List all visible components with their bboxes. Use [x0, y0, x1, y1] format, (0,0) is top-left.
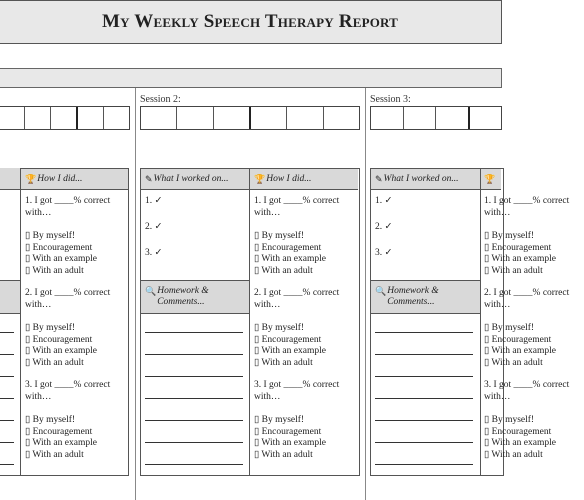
- header-label: What I worked on...: [153, 174, 229, 184]
- option-example[interactable]: ▯ With an example: [254, 346, 326, 356]
- result-3: [254, 380, 354, 403]
- option-encouragement[interactable]: ▯ Encouragement: [25, 242, 93, 253]
- box-cell[interactable]: [177, 107, 213, 129]
- result-with: with…: [254, 299, 281, 310]
- options-3[interactable]: [484, 415, 584, 461]
- box-cell[interactable]: [0, 107, 25, 129]
- comment-line[interactable]: [375, 442, 473, 443]
- result-line: 2. I got ____% correct: [484, 288, 570, 298]
- box-cell[interactable]: [470, 107, 502, 129]
- option-by-myself[interactable]: ▯ By myself!: [484, 231, 535, 241]
- options-1[interactable]: [484, 231, 584, 277]
- result-with: with…: [254, 207, 281, 218]
- header-label: How I did...: [266, 174, 312, 184]
- session-3-results-clip: [484, 196, 570, 474]
- result-with: with…: [25, 299, 52, 310]
- comment-line[interactable]: [0, 354, 14, 355]
- option-by-myself[interactable]: ▯ By myself!: [25, 415, 76, 425]
- option-adult[interactable]: ▯ With an adult: [484, 357, 543, 368]
- homework-header: [371, 280, 480, 314]
- comment-line[interactable]: [375, 376, 473, 377]
- box-cell[interactable]: [251, 107, 287, 129]
- options-3[interactable]: [254, 415, 326, 461]
- title-bar: [0, 0, 502, 44]
- goal-1: 1. ✓: [375, 196, 393, 206]
- option-by-myself[interactable]: ▯ By myself!: [484, 323, 535, 333]
- result-line: 3. I got ____% correct: [254, 380, 340, 390]
- comment-line[interactable]: [0, 376, 14, 377]
- option-adult[interactable]: ▯ With an adult: [25, 357, 84, 368]
- session-3-label: Session 3:: [370, 94, 411, 105]
- comment-line[interactable]: [375, 464, 473, 465]
- worked-on-header: [141, 169, 249, 190]
- session-3-boxes[interactable]: [370, 106, 502, 130]
- options-2[interactable]: [254, 323, 326, 369]
- result-1: [25, 196, 125, 219]
- trophy-icon: 🏆: [484, 174, 496, 184]
- box-cell[interactable]: [141, 107, 177, 129]
- goal-2: 2. ✓: [145, 222, 163, 232]
- result-with: with…: [25, 207, 52, 218]
- box-cell[interactable]: [324, 107, 359, 129]
- comment-line[interactable]: [145, 398, 243, 399]
- option-example[interactable]: ▯ With an example: [254, 254, 326, 264]
- comment-line[interactable]: [0, 332, 14, 333]
- option-by-myself[interactable]: ▯ By myself!: [25, 323, 76, 333]
- option-example[interactable]: ▯ With an example: [25, 346, 97, 356]
- goal-3: 3. ✓: [145, 248, 163, 258]
- option-example[interactable]: ▯ With an example: [254, 438, 326, 448]
- comment-line[interactable]: [375, 420, 473, 421]
- magnifier-icon: 🔍: [375, 286, 387, 296]
- option-encouragement[interactable]: ▯ Encouragement: [484, 426, 552, 437]
- homework-header: [0, 280, 20, 314]
- option-by-myself[interactable]: ▯ By myself!: [254, 323, 305, 333]
- comment-line[interactable]: [145, 332, 243, 333]
- option-example[interactable]: ▯ With an example: [484, 438, 556, 448]
- result-line: 1. I got ____% correct: [25, 196, 111, 206]
- option-encouragement[interactable]: ▯ Encouragement: [484, 242, 552, 253]
- option-example[interactable]: ▯ With an example: [484, 346, 556, 356]
- pencil-icon: ✎: [375, 173, 383, 184]
- options-1[interactable]: [25, 231, 97, 277]
- option-encouragement[interactable]: ▯ Encouragement: [254, 426, 322, 437]
- result-line: 1. I got ____% correct: [484, 196, 570, 206]
- result-with: with…: [484, 299, 511, 310]
- options-2[interactable]: [484, 323, 584, 369]
- homework-header: [141, 280, 249, 314]
- session-1-boxes[interactable]: [0, 106, 130, 130]
- result-2: [25, 288, 125, 311]
- header-label: How I did...: [37, 174, 83, 184]
- comment-line[interactable]: [375, 398, 473, 399]
- comment-line[interactable]: [145, 354, 243, 355]
- header-label: Homework & Comments...: [387, 286, 439, 307]
- comment-line[interactable]: [0, 464, 14, 465]
- result-with: with…: [484, 207, 511, 218]
- options-3[interactable]: [25, 415, 97, 461]
- option-encouragement[interactable]: ▯ Encouragement: [254, 242, 322, 253]
- option-encouragement[interactable]: ▯ Encouragement: [25, 426, 93, 437]
- option-by-myself[interactable]: ▯ By myself!: [254, 231, 305, 241]
- option-by-myself[interactable]: ▯ By myself!: [254, 415, 305, 425]
- magnifier-icon: 🔍: [145, 286, 157, 296]
- box-cell[interactable]: [78, 107, 104, 129]
- result-3: [25, 380, 125, 403]
- option-encouragement[interactable]: ▯ Encouragement: [484, 334, 552, 345]
- comment-line[interactable]: [145, 442, 243, 443]
- options-2[interactable]: [25, 323, 97, 369]
- option-by-myself[interactable]: ▯ By myself!: [484, 415, 535, 425]
- option-example[interactable]: ▯ With an example: [484, 254, 556, 264]
- option-adult[interactable]: ▯ With an adult: [254, 357, 313, 368]
- comment-line[interactable]: [0, 398, 14, 399]
- column-separator: [20, 168, 21, 476]
- page-title: My Weekly Speech Therapy Report: [101, 11, 399, 32]
- how-did-header: [481, 169, 501, 190]
- result-2: [254, 288, 354, 311]
- worked-on-header: [0, 168, 20, 190]
- column-separator: [480, 168, 481, 476]
- name-band: [0, 68, 502, 88]
- option-by-myself[interactable]: ▯ By myself!: [25, 231, 76, 241]
- worked-on-header: [371, 169, 480, 190]
- option-encouragement[interactable]: ▯ Encouragement: [25, 334, 93, 345]
- session-2-label: Session 2:: [140, 94, 181, 105]
- header-label: What I worked on...: [383, 174, 459, 184]
- result-line: 1. I got ____% correct: [254, 196, 340, 206]
- comment-line[interactable]: [375, 354, 473, 355]
- how-did-header: [21, 169, 128, 190]
- trophy-icon: 🏆: [25, 173, 37, 184]
- result-1: [254, 196, 354, 219]
- box-cell[interactable]: [25, 107, 51, 129]
- option-example[interactable]: ▯ With an example: [25, 254, 97, 264]
- comment-line[interactable]: [145, 376, 243, 377]
- option-adult[interactable]: ▯ With an adult: [484, 449, 543, 460]
- goal-2: 2. ✓: [375, 222, 393, 232]
- box-cell[interactable]: [51, 107, 78, 129]
- option-adult[interactable]: ▯ With an adult: [25, 449, 84, 460]
- goal-3: 3. ✓: [375, 248, 393, 258]
- result-with: with…: [254, 391, 281, 402]
- header-label: Homework & Comments...: [157, 286, 209, 307]
- option-adult[interactable]: ▯ With an adult: [484, 265, 543, 276]
- result-line: 3. I got ____% correct: [25, 380, 111, 390]
- column-divider: [135, 88, 136, 500]
- options-1[interactable]: [254, 231, 326, 277]
- option-example[interactable]: ▯ With an example: [25, 438, 97, 448]
- option-adult[interactable]: ▯ With an adult: [25, 265, 84, 276]
- box-cell[interactable]: [371, 107, 404, 129]
- comment-line[interactable]: [375, 332, 473, 333]
- comment-line[interactable]: [0, 420, 14, 421]
- comment-line[interactable]: [0, 442, 14, 443]
- box-cell[interactable]: [436, 107, 470, 129]
- option-encouragement[interactable]: ▯ Encouragement: [254, 334, 322, 345]
- box-cell[interactable]: [214, 107, 251, 129]
- session-2-boxes[interactable]: [140, 106, 360, 130]
- pencil-icon: ✎: [145, 173, 153, 184]
- box-cell[interactable]: [404, 107, 437, 129]
- trophy-icon: 🏆: [254, 173, 266, 184]
- result-with: with…: [25, 391, 52, 402]
- goal-1: 1. ✓: [145, 196, 163, 206]
- option-adult[interactable]: ▯ With an adult: [254, 265, 313, 276]
- comment-line[interactable]: [145, 420, 243, 421]
- how-did-header: [250, 169, 358, 190]
- result-line: 3. I got ____% correct: [484, 380, 570, 390]
- result-with: with…: [484, 391, 511, 402]
- result-line: 2. I got ____% correct: [254, 288, 340, 298]
- column-separator: [249, 168, 250, 476]
- result-line: 2. I got ____% correct: [25, 288, 111, 298]
- option-adult[interactable]: ▯ With an adult: [254, 449, 313, 460]
- column-divider: [365, 88, 366, 500]
- box-cell[interactable]: [287, 107, 323, 129]
- comment-line[interactable]: [145, 464, 243, 465]
- box-cell[interactable]: [104, 107, 129, 129]
